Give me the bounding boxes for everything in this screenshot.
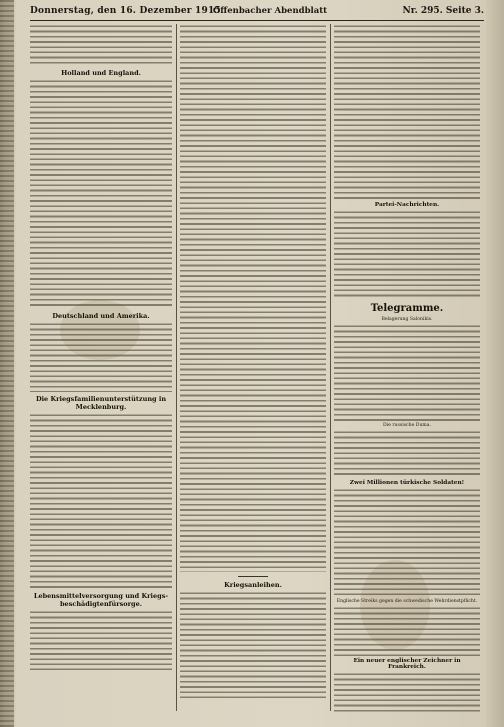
- article-subheadline: Die russische Duma.: [383, 423, 431, 428]
- body-text: [334, 24, 480, 200]
- body-text: [30, 322, 172, 392]
- body-text: [334, 210, 480, 298]
- body-text: [334, 488, 480, 598]
- page-number: Nr. 295. Seite 3.: [402, 6, 484, 16]
- column-middle: [180, 24, 326, 713]
- column-left: [30, 24, 172, 713]
- page-edge: [486, 0, 504, 727]
- article-subheadline: Belagerung Salonikis.: [381, 317, 433, 322]
- body-text: [30, 413, 172, 589]
- header-rule: [30, 20, 484, 21]
- page-gutter: [0, 0, 14, 727]
- column-divider: [330, 24, 331, 711]
- body-text: [334, 672, 480, 712]
- article-headline: Ein neuer englischer Zeichner in Frankreich.: [353, 658, 461, 670]
- body-text: [334, 430, 480, 478]
- article-headline: Die Kriegsfamilienunterstützung in Mecklenburg.: [35, 395, 167, 411]
- page-header: [30, 4, 484, 20]
- column-right: [334, 24, 480, 713]
- section-headline: Telegramme.: [370, 303, 444, 314]
- paper-title: Offenbacher Abendblatt: [212, 6, 328, 16]
- body-text: [334, 324, 480, 422]
- section-separator: [238, 576, 268, 577]
- article-headline: Holland und England.: [61, 69, 141, 77]
- section-headline: Partei-Nachrichten.: [374, 202, 440, 208]
- article-headline: Deutschland und Amerika.: [52, 312, 150, 320]
- article-subheadline: Englische Streiks gegen die schwedische Wehrdienstpflicht.: [336, 599, 478, 604]
- body-text: [180, 591, 326, 701]
- body-text: [30, 79, 172, 309]
- body-text: [180, 24, 326, 572]
- issue-date: Donnerstag, den 16. Dezember 1915: [30, 6, 221, 16]
- column-divider: [176, 24, 177, 711]
- body-text: [30, 24, 172, 66]
- article-headline: Kriegsanleihen.: [224, 581, 282, 589]
- article-headline: Lebensmittelversorgung und Kriegs-beschädigtenfürsorge.: [33, 592, 169, 608]
- article-headline: Zwei Millionen türkische Soldaten!: [349, 480, 465, 486]
- body-text: [334, 606, 480, 656]
- body-text: [30, 610, 172, 670]
